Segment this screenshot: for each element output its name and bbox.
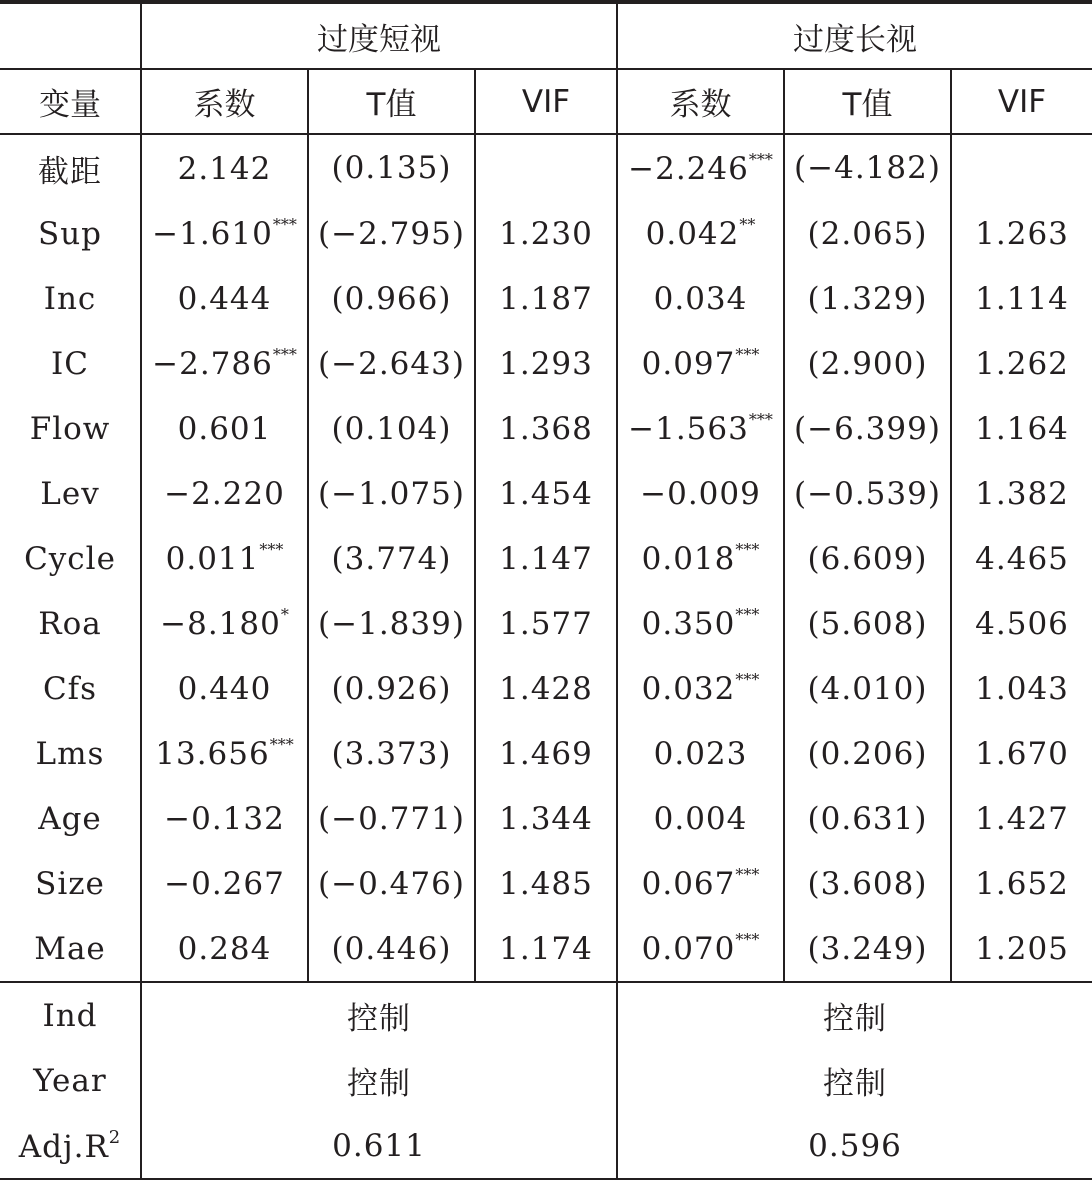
table-row — [0, 201, 1092, 266]
vif-left-value: 1.454 — [499, 475, 593, 512]
column-header-coef-right: 系数 — [617, 69, 784, 134]
vif-left-value: 1.469 — [499, 735, 593, 772]
t-right-cell — [784, 656, 951, 721]
row-label — [0, 331, 141, 396]
vif-left-cell — [475, 851, 617, 916]
vif-right-cell — [951, 331, 1092, 396]
significance-stars: *** — [748, 410, 773, 429]
column-header-vif-right: VIF — [951, 69, 1092, 134]
coef-right-value: 0.032 — [641, 671, 736, 707]
row-label — [0, 396, 141, 461]
coef-left-value: 13.656 — [155, 736, 270, 772]
coef-right-value: −1.563 — [628, 411, 749, 447]
summary-row — [0, 982, 1092, 1048]
coef-left-value: 0.440 — [177, 671, 272, 707]
t-left-cell — [308, 461, 475, 526]
row-label: Roa — [38, 605, 102, 642]
coef-left-cell — [141, 526, 308, 591]
significance-stars: *** — [735, 670, 760, 689]
coef-left-cell — [141, 591, 308, 656]
t-right-value: (1.329) — [807, 280, 928, 317]
vif-left-value: 1.428 — [499, 670, 593, 707]
row-label — [0, 916, 141, 982]
column-header-t-left: T值 — [308, 69, 475, 134]
t-left-cell — [308, 396, 475, 461]
coef-right-value: −0.009 — [640, 476, 761, 512]
coef-left-cell — [141, 266, 308, 331]
coef-right-cell — [617, 851, 784, 916]
vif-right-cell — [951, 916, 1092, 982]
t-right-value: (3.249) — [807, 930, 928, 967]
coef-right-cell — [617, 591, 784, 656]
coef-left-cell — [141, 201, 308, 266]
vif-right-value: 1.652 — [975, 865, 1069, 902]
t-right-cell — [784, 916, 951, 982]
coef-right-cell — [617, 266, 784, 331]
row-label: Mae — [34, 930, 106, 967]
vif-right-cell — [951, 786, 1092, 851]
vif-right-value: 1.164 — [975, 410, 1069, 447]
column-header-coef-left: 系数 — [141, 69, 308, 134]
coef-left-value: −2.220 — [164, 476, 285, 512]
significance-stars: *** — [735, 540, 760, 559]
t-left-value: (3.373) — [331, 735, 452, 772]
vif-left-value: 1.147 — [499, 540, 593, 577]
vif-right-value: 1.043 — [975, 670, 1069, 707]
t-left-value: (0.104) — [331, 410, 452, 447]
vif-left-cell — [475, 201, 617, 266]
row-label: 截距 — [38, 153, 102, 190]
vif-left-cell — [475, 916, 617, 982]
t-right-cell — [784, 851, 951, 916]
t-left-cell — [308, 266, 475, 331]
vif-right-value: 4.465 — [975, 540, 1069, 577]
vif-left-cell — [475, 134, 617, 201]
column-header-vif-left: VIF — [475, 69, 617, 134]
t-left-cell — [308, 916, 475, 982]
t-right-value: (3.608) — [807, 865, 928, 902]
coef-left-cell — [141, 916, 308, 982]
row-label — [0, 786, 141, 851]
summary-label: Year — [33, 1062, 107, 1099]
header-empty-cell — [0, 2, 141, 69]
column-header-row — [0, 69, 1092, 134]
table-row — [0, 461, 1092, 526]
coef-right-cell — [617, 721, 784, 786]
coef-right-value: 0.034 — [653, 281, 748, 317]
row-label — [0, 721, 141, 786]
summary-label-cell — [0, 1048, 141, 1113]
t-right-value: (4.010) — [807, 670, 928, 707]
vif-left-cell — [475, 461, 617, 526]
row-label: Cfs — [42, 670, 98, 707]
t-right-value: (5.608) — [807, 605, 928, 642]
summary-row — [0, 1048, 1092, 1113]
table-row — [0, 591, 1092, 656]
vif-left-value: 1.293 — [499, 345, 593, 382]
table-row — [0, 916, 1092, 982]
vif-right-cell — [951, 461, 1092, 526]
vif-left-value: 1.230 — [499, 215, 593, 252]
row-label — [0, 266, 141, 331]
significance-stars: *** — [735, 930, 760, 949]
coef-right-cell — [617, 134, 784, 201]
summary-label-cell — [0, 1113, 141, 1179]
coef-right-cell — [617, 201, 784, 266]
row-label — [0, 526, 141, 591]
t-left-value: (−2.643) — [318, 345, 465, 382]
t-right-cell — [784, 331, 951, 396]
t-right-cell — [784, 134, 951, 201]
vif-left-cell — [475, 591, 617, 656]
t-right-value: (6.609) — [807, 540, 928, 577]
t-left-cell — [308, 331, 475, 396]
t-left-value: (−0.476) — [318, 865, 465, 902]
vif-left-cell — [475, 526, 617, 591]
row-label: Age — [38, 800, 102, 837]
significance-stars: * — [280, 605, 289, 624]
vif-left-value: 1.187 — [499, 280, 593, 317]
row-label — [0, 201, 141, 266]
vif-left-value: 1.485 — [499, 865, 593, 902]
significance-stars: *** — [735, 865, 760, 884]
table-row — [0, 721, 1092, 786]
significance-stars: ** — [739, 215, 756, 234]
t-left-value: (−1.075) — [318, 475, 465, 512]
coef-right-cell — [617, 331, 784, 396]
column-header-t-right: T值 — [784, 69, 951, 134]
vif-right-value: 4.506 — [975, 605, 1069, 642]
coef-right-value: 0.023 — [653, 736, 748, 772]
t-right-value: (2.065) — [807, 215, 928, 252]
vif-right-cell — [951, 591, 1092, 656]
row-label: Size — [35, 865, 105, 902]
coef-left-cell — [141, 851, 308, 916]
significance-stars: *** — [735, 605, 760, 624]
t-right-value: (−6.399) — [794, 410, 941, 447]
t-right-value: (−0.539) — [794, 475, 941, 512]
coef-left-cell — [141, 396, 308, 461]
row-label: Cycle — [24, 540, 116, 577]
row-label: Flow — [29, 410, 111, 447]
coef-right-value: 0.070 — [641, 931, 736, 967]
t-left-cell — [308, 591, 475, 656]
coef-right-cell — [617, 916, 784, 982]
row-label — [0, 591, 141, 656]
row-label: IC — [51, 345, 89, 382]
significance-stars: *** — [259, 540, 284, 559]
t-left-cell — [308, 656, 475, 721]
vif-left-value: 1.174 — [499, 930, 593, 967]
coef-left-value: 2.142 — [177, 150, 272, 187]
t-left-value: (3.774) — [331, 540, 452, 577]
coef-left-value: −8.180 — [160, 606, 281, 642]
summary-row — [0, 1113, 1092, 1179]
row-label — [0, 461, 141, 526]
t-left-value: (−0.771) — [318, 800, 465, 837]
column-header-variable: 变量 — [0, 69, 141, 134]
coef-right-cell — [617, 526, 784, 591]
t-left-value: (0.966) — [331, 280, 452, 317]
t-right-value: (0.206) — [807, 735, 928, 772]
coef-left-value: 0.011 — [165, 541, 260, 577]
t-right-cell — [784, 526, 951, 591]
coef-left-value: 0.601 — [177, 411, 272, 447]
coef-right-cell — [617, 396, 784, 461]
coef-right-value: 0.097 — [641, 346, 736, 382]
vif-right-value: 1.382 — [975, 475, 1069, 512]
row-label: Inc — [43, 280, 97, 317]
vif-left-cell — [475, 266, 617, 331]
t-right-cell — [784, 591, 951, 656]
vif-right-value: 1.427 — [975, 800, 1069, 837]
coef-right-cell — [617, 786, 784, 851]
t-right-cell — [784, 266, 951, 331]
significance-stars: *** — [272, 345, 297, 364]
coef-left-cell — [141, 721, 308, 786]
coef-left-cell — [141, 331, 308, 396]
vif-right-value: 1.114 — [975, 280, 1069, 317]
t-left-cell — [308, 134, 475, 201]
t-left-value: (0.135) — [331, 150, 452, 186]
vif-left-value: 1.344 — [499, 800, 593, 837]
t-left-value: (−2.795) — [318, 215, 465, 252]
row-label — [0, 134, 141, 201]
significance-stars: *** — [735, 345, 760, 364]
vif-right-cell — [951, 201, 1092, 266]
vif-left-cell — [475, 656, 617, 721]
t-right-cell — [784, 201, 951, 266]
summary-label-superscript: 2 — [108, 1126, 122, 1148]
coef-right-value: 0.004 — [653, 801, 748, 837]
table-summary — [0, 982, 1092, 1179]
table-row — [0, 134, 1092, 201]
vif-right-cell — [951, 851, 1092, 916]
summary-label: Ind — [42, 997, 98, 1034]
significance-stars: *** — [748, 149, 773, 169]
t-right-cell — [784, 721, 951, 786]
t-right-cell — [784, 461, 951, 526]
vif-left-cell — [475, 396, 617, 461]
summary-right-value: 0.596 — [617, 1113, 1092, 1179]
vif-right-cell — [951, 656, 1092, 721]
t-right-value: (−4.182) — [794, 150, 941, 186]
coef-left-cell — [141, 461, 308, 526]
t-left-cell — [308, 851, 475, 916]
table-row — [0, 396, 1092, 461]
summary-label: Adj.R — [18, 1128, 109, 1165]
vif-right-value: 1.670 — [975, 735, 1069, 772]
t-right-value: (0.631) — [807, 800, 928, 837]
vif-right-cell — [951, 396, 1092, 461]
coef-left-value: −0.132 — [164, 801, 285, 837]
vif-left-value: 1.577 — [499, 605, 593, 642]
coef-left-value: −0.267 — [164, 866, 285, 902]
summary-label-cell — [0, 982, 141, 1048]
coef-right-cell — [617, 461, 784, 526]
vif-right-cell — [951, 526, 1092, 591]
table-row — [0, 526, 1092, 591]
t-left-cell — [308, 201, 475, 266]
coef-right-value: −2.246 — [628, 150, 749, 187]
vif-left-cell — [475, 786, 617, 851]
coef-right-value: 0.350 — [641, 606, 736, 642]
significance-stars: *** — [272, 215, 297, 234]
vif-right-cell — [951, 266, 1092, 331]
coef-left-value: 0.284 — [177, 931, 272, 967]
summary-right-value: 控制 — [823, 1001, 888, 1037]
vif-right-value: 1.263 — [975, 215, 1069, 252]
t-right-cell — [784, 396, 951, 461]
table-row — [0, 331, 1092, 396]
table-body — [0, 134, 1092, 982]
vif-right-value: 1.205 — [975, 930, 1069, 967]
vif-left-cell — [475, 331, 617, 396]
summary-left-value: 控制 — [141, 1048, 617, 1113]
coef-right-value: 0.042 — [645, 216, 740, 252]
t-right-cell — [784, 786, 951, 851]
row-label — [0, 656, 141, 721]
vif-right-cell — [951, 721, 1092, 786]
coef-right-value: 0.018 — [641, 541, 736, 577]
summary-right-value: 控制 — [823, 1066, 888, 1102]
t-left-value: (0.926) — [331, 670, 452, 707]
row-label: Lms — [35, 735, 105, 772]
table-row — [0, 786, 1092, 851]
coef-left-value: 0.444 — [177, 281, 272, 317]
coef-left-cell — [141, 134, 308, 201]
coef-left-value: −2.786 — [152, 346, 273, 382]
t-left-cell — [308, 786, 475, 851]
summary-left-value: 控制 — [141, 982, 617, 1048]
significance-stars: *** — [269, 735, 294, 754]
vif-right-value: 1.262 — [975, 345, 1069, 382]
coef-left-cell — [141, 786, 308, 851]
vif-right-cell — [951, 134, 1092, 201]
table-row — [0, 266, 1092, 331]
group-header-short-sighted: 过度短视 — [141, 2, 617, 69]
t-left-cell — [308, 721, 475, 786]
coef-left-cell — [141, 656, 308, 721]
coef-right-cell — [617, 656, 784, 721]
row-label: Sup — [37, 215, 103, 252]
t-left-value: (−1.839) — [318, 605, 465, 642]
group-header-long-sighted: 过度长视 — [617, 2, 1092, 69]
table-row — [0, 656, 1092, 721]
vif-left-cell — [475, 721, 617, 786]
t-right-value: (2.900) — [807, 345, 928, 382]
summary-left-value: 0.611 — [141, 1113, 617, 1179]
t-left-value: (0.446) — [331, 930, 452, 967]
t-left-cell — [308, 526, 475, 591]
vif-left-value: 1.368 — [499, 410, 593, 447]
group-header-row — [0, 2, 1092, 69]
coef-right-value: 0.067 — [641, 866, 736, 902]
row-label: Lev — [40, 475, 100, 512]
table-row — [0, 851, 1092, 916]
row-label — [0, 851, 141, 916]
coef-left-value: −1.610 — [152, 216, 273, 252]
